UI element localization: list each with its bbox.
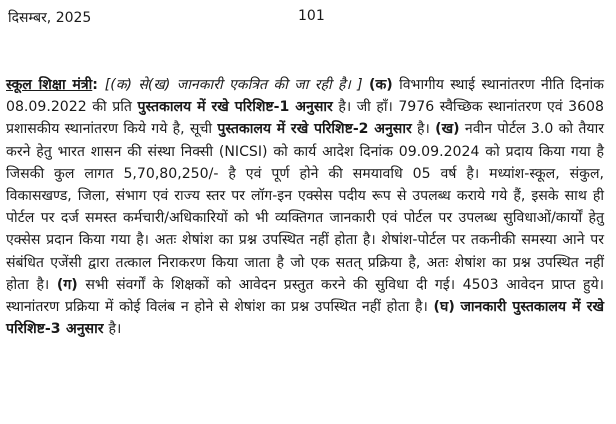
section-marker-ka: (क): [369, 77, 393, 93]
section-marker-ga: (ग): [56, 276, 78, 293]
header-date: दिसम्बर, 2025: [8, 10, 92, 26]
colon: :: [92, 77, 105, 93]
answer-text-3: है।: [411, 121, 436, 138]
answer-text-6: है।: [103, 321, 122, 338]
page-number: 101: [298, 8, 325, 24]
section-marker-kha: (ख): [435, 121, 460, 138]
appendix-ref-2: पुस्तकालय में रखे परिशिष्ट-2 अनुसार: [217, 121, 412, 138]
section-marker-gha: (घ): [433, 299, 455, 316]
answer-text-4: नवीन पोर्टल 3.0 को तैयार करने हेतु भारत शासन की संस्था निक्सी (NICSI) को कार्य आदेश दिनांक 09.09.2024 को प्रदाय किया गया है जिसकी कुल लागत 5,70,80,250/- है एवं पूर्ण होने की समयावधि 05 वर्ष है। मध्यांश-स्कूल, संकुल, विकासखण्ड, जिला, संभाग एवं राज्य स्तर पर लॉग-इन एक्सेस पदीय रूप से उपलब्ध कराये गये हैं, इसके साथ ही पोर्टल पर दर्ज समस्त कर्मचारी/अधिकारियों को भी व्यक्तिगत जानकारी एवं पोर्टल पर उपलब्ध सुविधाओं/कार्यों हेतु एक्सेस प्रदान किया गया है। अतः शेषांश का प्रश्न उपस्थित नहीं होता है। शेषांश-पोर्टल पर तकनीकी समस्या आने पर संबंधित एजेंसी द्वारा तत्काल निराकरण किया जाता है जो एक सतत् प्रक्रिया है, अतः शेषांश का प्रश्न उपस्थित नहीं होता है।: [6, 121, 604, 293]
page-header: [8, 8, 608, 30]
answer-paragraph: [6, 74, 604, 340]
appendix-ref-1: पुस्तकालय में रखे परिशिष्ट-1 अनुसार: [137, 99, 333, 116]
answer-text-2: है। जी हाँ। 7976 स्वैच्छिक स्थानांतरण एवं 3608 प्रशासकीय स्थानांतरण किये गये है, सूची: [6, 99, 604, 138]
italic-statement: [(क) से(ख) जानकारी एकत्रित की जा रही है। ]: [104, 77, 363, 93]
answer-text-5: सभी संवर्गों के शिक्षकों को आवेदन प्रस्तुत करने की सुविधा दी गई। 4503 आवेदन प्राप्त हुये। स्थानांतरण प्रक्रिया में कोई विलंब न होने से शेषांश का प्रश्न उपस्थित नहीं होता है।: [6, 276, 604, 316]
minister-name: स्कूल शिक्षा मंत्री: [6, 77, 93, 93]
answer-text-1: विभागीय स्थाई स्थानांतरण नीति दिनांक 08.09.2022 की प्रति: [6, 77, 604, 116]
appendix-ref-3: जानकारी पुस्तकालय में रखे परिशिष्ट-3 अनुसार: [6, 299, 604, 338]
